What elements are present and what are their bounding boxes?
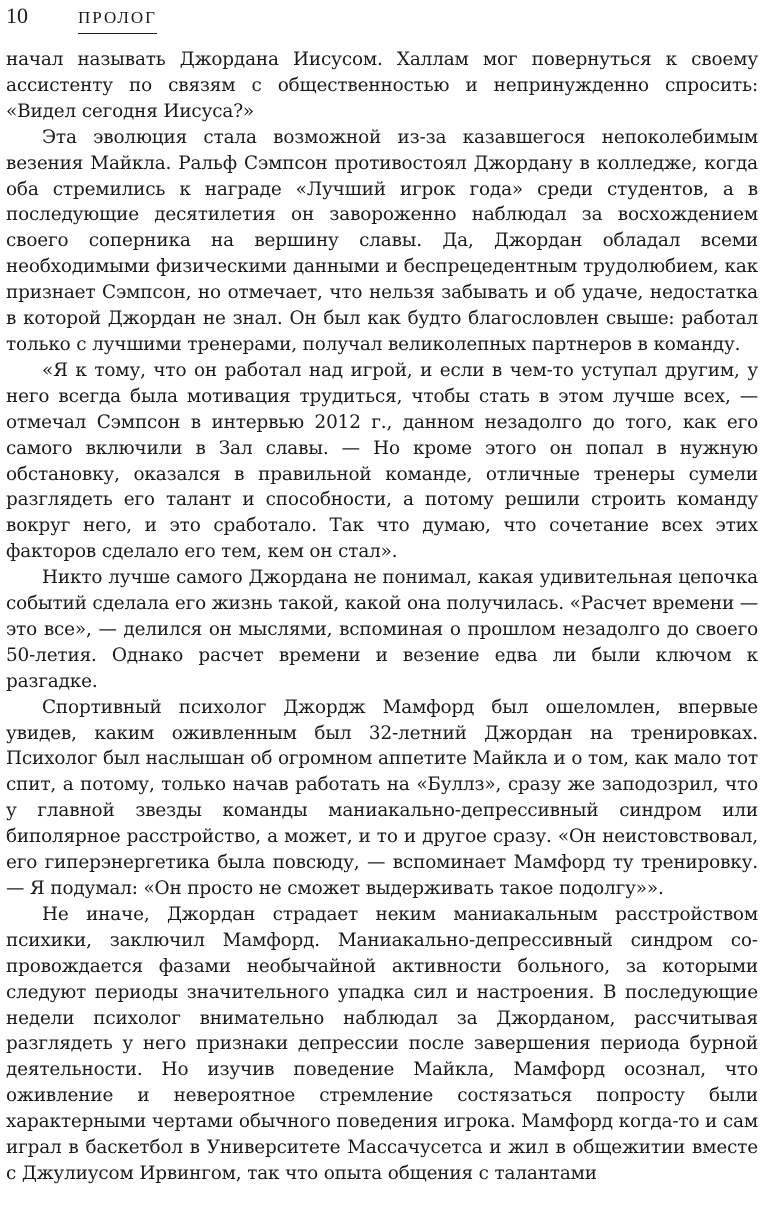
body-text (6, 47, 758, 1187)
paragraph-continued: начал называть Джордана Иисусом. Халлам мог повернуться к своему ассистенту по связям с общественностью и непринужденно спросить: «Видел сегодня Иисуса?» (6, 49, 758, 122)
page-number: 10 (6, 3, 28, 28)
paragraph: «Я к тому, что он работал над игрой, и если в чем-то уступал другим, у него всегда была мотивация трудиться, чтобы стать в этом лучше всех, — отмечал Сэмпсон в интервью 2012 г., данном незадолго до того, как его самого включили в Зал славы. — Но кроме этого он попал в нужную обстановку, оказался в правильной команде, отличные тренеры сумели разглядеть его талант и способности, а потому решили строить команду вокруг него, и это сработало. Так что думаю, что сочетание всех этих факторов сделало его тем, кем он стал». (6, 359, 758, 563)
page-header (6, 2, 157, 30)
paragraph: Никто лучше самого Джордана не понимал, какая удивительная цепочка событий сделала его жизнь такой, какой она получилась. «Расчет времени — это все», — делился он мыслями, вспоминая о прошлом незадолго до своего 50-летия. Однако расчет времени и везение едва ли были ключом к разгадке. (6, 567, 758, 692)
paragraph: Не иначе, Джордан страдает неким маниакальным расстройством психики, заключил Мамфорд. Маниакально-депрессивный синдром сопровождается фазами необычайной активности больного, за которыми следуют периоды значительного упадка сил и настроения. В последующие недели психолог внимательно наблюдал за Джорданом, рассчитывая разглядеть у него признаки депрессии после завершения периода бурной деятельности. Но изучив поведение Майкла, Мамфорд осознал, что оживление и невероятное стремление состязаться попросту были характерными чертами обычного поведения игрока. Мамфорд когда-то и сам играл в баскетбол в Университете Массачусетса и жил в общежитии вместе с Джулиусом Ирвингом, так что опыта общения с талантами (6, 903, 758, 1184)
paragraph: Спортивный психолог Джордж Мамфорд был ошеломлен, впервые увидев, каким оживленным был 32-летний Джордан на тренировках. Психолог был наслышан об огромном аппетите Майкла и о том, как мало тот спит, а потому, только начав работать на «Буллз», сразу же заподозрил, что у главной звезды команды маниакально-депрессивный синдром или биполярное расстройство, а может, и то и другое сразу. «Он неистовствовал, его гиперэнергетика была повсюду, — вспоминает Мамфорд ту тренировку. — Я подумал: «Он просто не сможет выдерживать такое подолгу»». (6, 696, 758, 899)
running-head: ПРОЛОГ (78, 4, 157, 34)
paragraph: Эта эволюция стала возможной из-за казавшегося непоколебимым везения Майкла. Ральф Сэмпсон противостоял Джордану в колледже, когда оба стремились к награде «Лучший игрок года» среди студентов, а в последующие десятилетия он завороженно наблюдал за восхождением своего соперника на вершину славы. Да, Джордан обладал всеми необходимыми физическими данными и беспрецедентным трудолюбием, как признает Сэмпсон, но отмечает, что нельзя забывать и об удаче, недостатка в которой Джордан не знал. Он был как будто благословлен свыше: работал только с лучшими тренерами, получал великолепных партнеров в команду. (6, 126, 758, 355)
